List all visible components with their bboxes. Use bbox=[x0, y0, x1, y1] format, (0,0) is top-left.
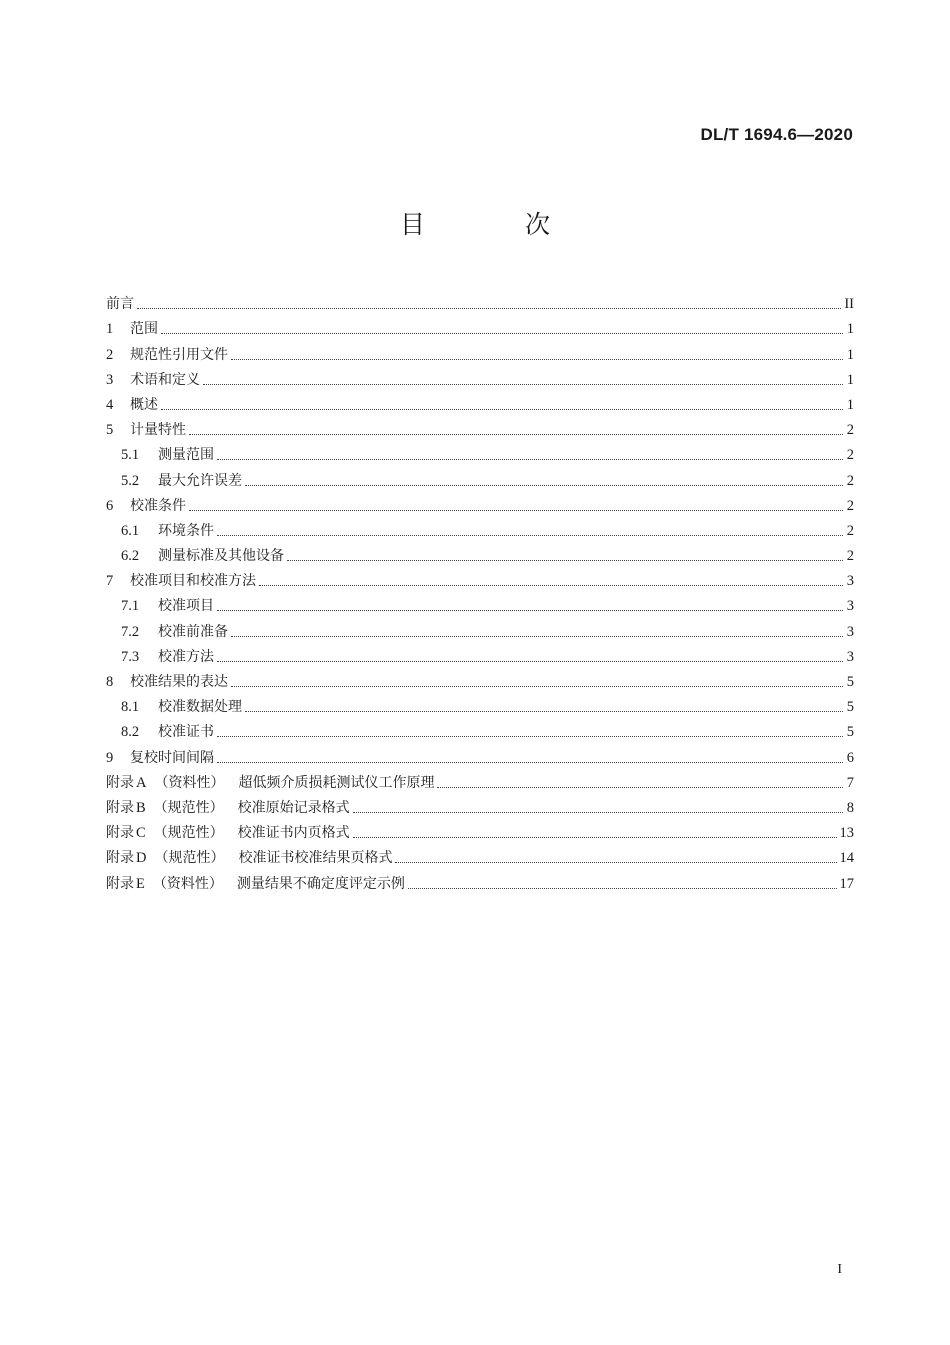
toc-entry-title: 术语和定义 bbox=[130, 371, 200, 388]
toc-entry-page: II bbox=[844, 296, 854, 313]
toc-entry[interactable] bbox=[106, 716, 854, 741]
toc-entry[interactable] bbox=[106, 313, 854, 338]
dot-leader bbox=[245, 484, 843, 486]
toc-entry-number: 8.2 bbox=[121, 724, 140, 741]
toc-entry-number: 5.2 bbox=[121, 472, 140, 489]
toc-appendix-entry[interactable] bbox=[106, 792, 854, 817]
toc-entry-page: 2 bbox=[846, 522, 854, 539]
toc-entry-page: 2 bbox=[846, 422, 854, 439]
appendix-page: 7 bbox=[846, 774, 854, 791]
toc-entry-title: 复校时间间隔 bbox=[130, 749, 214, 766]
appendix-title: 校准证书内页格式 bbox=[237, 825, 350, 842]
toc-entry-page: 3 bbox=[846, 648, 854, 665]
toc-entry-page: 2 bbox=[846, 447, 854, 464]
toc-entry-page: 1 bbox=[846, 371, 854, 388]
dot-leader bbox=[353, 836, 837, 838]
appendix-page: 13 bbox=[839, 825, 854, 842]
toc-entry-page: 5 bbox=[846, 674, 854, 690]
toc-entry-page: 5 bbox=[846, 724, 854, 741]
appendix-category: （规范性） bbox=[154, 850, 225, 867]
dot-leader bbox=[203, 383, 843, 385]
toc-entry[interactable] bbox=[106, 565, 854, 590]
toc-entry[interactable] bbox=[106, 338, 854, 363]
appendix-title: 超低频介质损耗测试仪工作原理 bbox=[238, 774, 435, 791]
toc-appendix-entry[interactable] bbox=[106, 817, 854, 842]
toc-entry[interactable] bbox=[106, 590, 854, 615]
dot-leader bbox=[259, 584, 843, 586]
dot-leader bbox=[137, 307, 841, 309]
toc-entry-number: 7.3 bbox=[121, 648, 140, 665]
toc-entry[interactable] bbox=[106, 540, 854, 565]
toc-entry-title: 校准项目和校准方法 bbox=[130, 573, 256, 590]
appendix-prefix: 附录 bbox=[106, 799, 134, 816]
appendix-category: （规范性） bbox=[153, 799, 224, 816]
toc-entry[interactable] bbox=[106, 389, 854, 414]
appendix-page: 8 bbox=[846, 799, 854, 816]
toc-entry-page: 3 bbox=[846, 598, 854, 615]
toc-entry-title: 校准结果的表达 bbox=[130, 674, 228, 690]
appendix-prefix: 附录 bbox=[106, 774, 134, 791]
toc-entry-number: 7.1 bbox=[121, 598, 140, 615]
toc-entry-page: 2 bbox=[846, 472, 854, 489]
appendix-prefix: 附录 bbox=[106, 850, 134, 867]
toc-entry[interactable] bbox=[106, 691, 854, 716]
toc-entry[interactable] bbox=[106, 515, 854, 540]
dot-leader bbox=[231, 635, 843, 637]
appendix-page: 17 bbox=[839, 875, 854, 892]
dot-leader bbox=[408, 887, 837, 889]
dot-leader bbox=[217, 609, 843, 611]
dot-leader bbox=[217, 761, 843, 763]
document-code: DL/T 1694.6—2020 bbox=[700, 125, 853, 144]
toc-entry-page: 3 bbox=[846, 573, 854, 590]
toc-entry[interactable] bbox=[106, 490, 854, 515]
toc-entry-number: 8.1 bbox=[121, 699, 140, 716]
dot-leader bbox=[353, 811, 843, 813]
page-number: I bbox=[837, 1262, 842, 1277]
toc-entry-number: 5.1 bbox=[121, 447, 140, 464]
toc-entry[interactable] bbox=[106, 439, 854, 464]
toc-entry-title: 前言 bbox=[106, 296, 134, 313]
toc-entry[interactable] bbox=[106, 414, 854, 439]
appendix-letter: B bbox=[136, 799, 146, 816]
toc-entry-number: 5 bbox=[106, 422, 114, 439]
appendix-letter: C bbox=[136, 825, 146, 842]
dot-leader bbox=[217, 458, 843, 460]
dot-leader bbox=[245, 710, 843, 712]
table-of-contents bbox=[106, 288, 854, 893]
toc-entry-page: 6 bbox=[846, 749, 854, 766]
appendix-letter: A bbox=[136, 774, 147, 791]
toc-entry-number: 1 bbox=[106, 321, 114, 338]
toc-entry-number: 7.2 bbox=[121, 623, 140, 640]
dot-leader bbox=[189, 433, 843, 435]
toc-entry-page: 1 bbox=[846, 321, 854, 338]
toc-entry-number: 6.2 bbox=[121, 548, 140, 565]
dot-leader bbox=[395, 861, 836, 863]
appendix-page: 14 bbox=[839, 850, 854, 867]
appendix-title: 测量结果不确定度评定示例 bbox=[236, 875, 405, 892]
toc-entry-title: 计量特性 bbox=[130, 422, 186, 439]
toc-entry-title: 校准数据处理 bbox=[158, 699, 242, 716]
toc-entry-title: 概述 bbox=[130, 396, 158, 413]
toc-entry[interactable] bbox=[106, 464, 854, 489]
toc-entry-title: 校准项目 bbox=[158, 598, 214, 615]
toc-entry-title: 范围 bbox=[130, 321, 158, 338]
toc-entry-page: 2 bbox=[846, 497, 854, 514]
dot-leader bbox=[161, 332, 843, 334]
dot-leader bbox=[287, 559, 843, 561]
appendix-title: 校准证书校准结果页格式 bbox=[238, 850, 393, 867]
dot-leader bbox=[231, 685, 843, 687]
toc-entry-number: 6.1 bbox=[121, 522, 140, 539]
appendix-category: （资料性） bbox=[152, 875, 223, 892]
appendix-letter: E bbox=[136, 875, 145, 892]
toc-entry[interactable] bbox=[106, 364, 854, 389]
toc-appendix-entry[interactable] bbox=[106, 767, 854, 792]
appendix-title: 校准原始记录格式 bbox=[237, 799, 350, 816]
toc-entry-number: 2 bbox=[106, 346, 114, 363]
toc-entry-number: 4 bbox=[106, 396, 114, 413]
toc-entry-page: 1 bbox=[846, 346, 854, 363]
toc-entry-page: 5 bbox=[846, 699, 854, 716]
toc-entry-number: 6 bbox=[106, 497, 114, 514]
appendix-letter: D bbox=[136, 850, 147, 867]
toc-entry-page: 3 bbox=[846, 623, 854, 640]
toc-entry-number: 3 bbox=[106, 371, 114, 388]
toc-entry-title: 测量标准及其他设备 bbox=[158, 548, 284, 565]
toc-entry[interactable] bbox=[106, 641, 854, 666]
toc-appendix-entry[interactable] bbox=[106, 867, 854, 892]
toc-entry-page: 1 bbox=[846, 396, 854, 413]
toc-entry[interactable] bbox=[106, 666, 854, 691]
toc-entry-title: 校准方法 bbox=[158, 648, 214, 665]
appendix-prefix: 附录 bbox=[106, 825, 134, 842]
toc-entry-number: 8 bbox=[106, 674, 114, 690]
toc-entry-title: 环境条件 bbox=[158, 522, 214, 539]
toc-entry[interactable] bbox=[106, 615, 854, 640]
dot-leader bbox=[217, 660, 843, 662]
dot-leader bbox=[161, 408, 843, 410]
toc-entry[interactable] bbox=[106, 741, 854, 766]
appendix-category: （资料性） bbox=[154, 774, 225, 791]
toc-entry-number: 7 bbox=[106, 573, 114, 590]
toc-title: 目 次 bbox=[400, 210, 596, 239]
toc-entry-title: 校准证书 bbox=[158, 724, 214, 741]
appendix-category: （规范性） bbox=[153, 825, 224, 842]
toc-entry[interactable] bbox=[106, 288, 854, 313]
dot-leader bbox=[189, 509, 843, 511]
appendix-prefix: 附录 bbox=[106, 875, 134, 892]
dot-leader bbox=[231, 358, 843, 360]
toc-entry-page: 2 bbox=[846, 548, 854, 565]
dot-leader bbox=[437, 786, 843, 788]
toc-appendix-entry[interactable] bbox=[106, 842, 854, 867]
toc-entry-title: 测量范围 bbox=[158, 447, 214, 464]
dot-leader bbox=[217, 735, 843, 737]
toc-entry-title: 最大允许误差 bbox=[158, 472, 242, 489]
toc-entry-title: 校准前准备 bbox=[158, 623, 228, 640]
toc-entry-number: 9 bbox=[106, 749, 114, 766]
dot-leader bbox=[217, 534, 843, 536]
toc-entry-title: 校准条件 bbox=[130, 497, 186, 514]
toc-entry-title: 规范性引用文件 bbox=[130, 346, 228, 363]
